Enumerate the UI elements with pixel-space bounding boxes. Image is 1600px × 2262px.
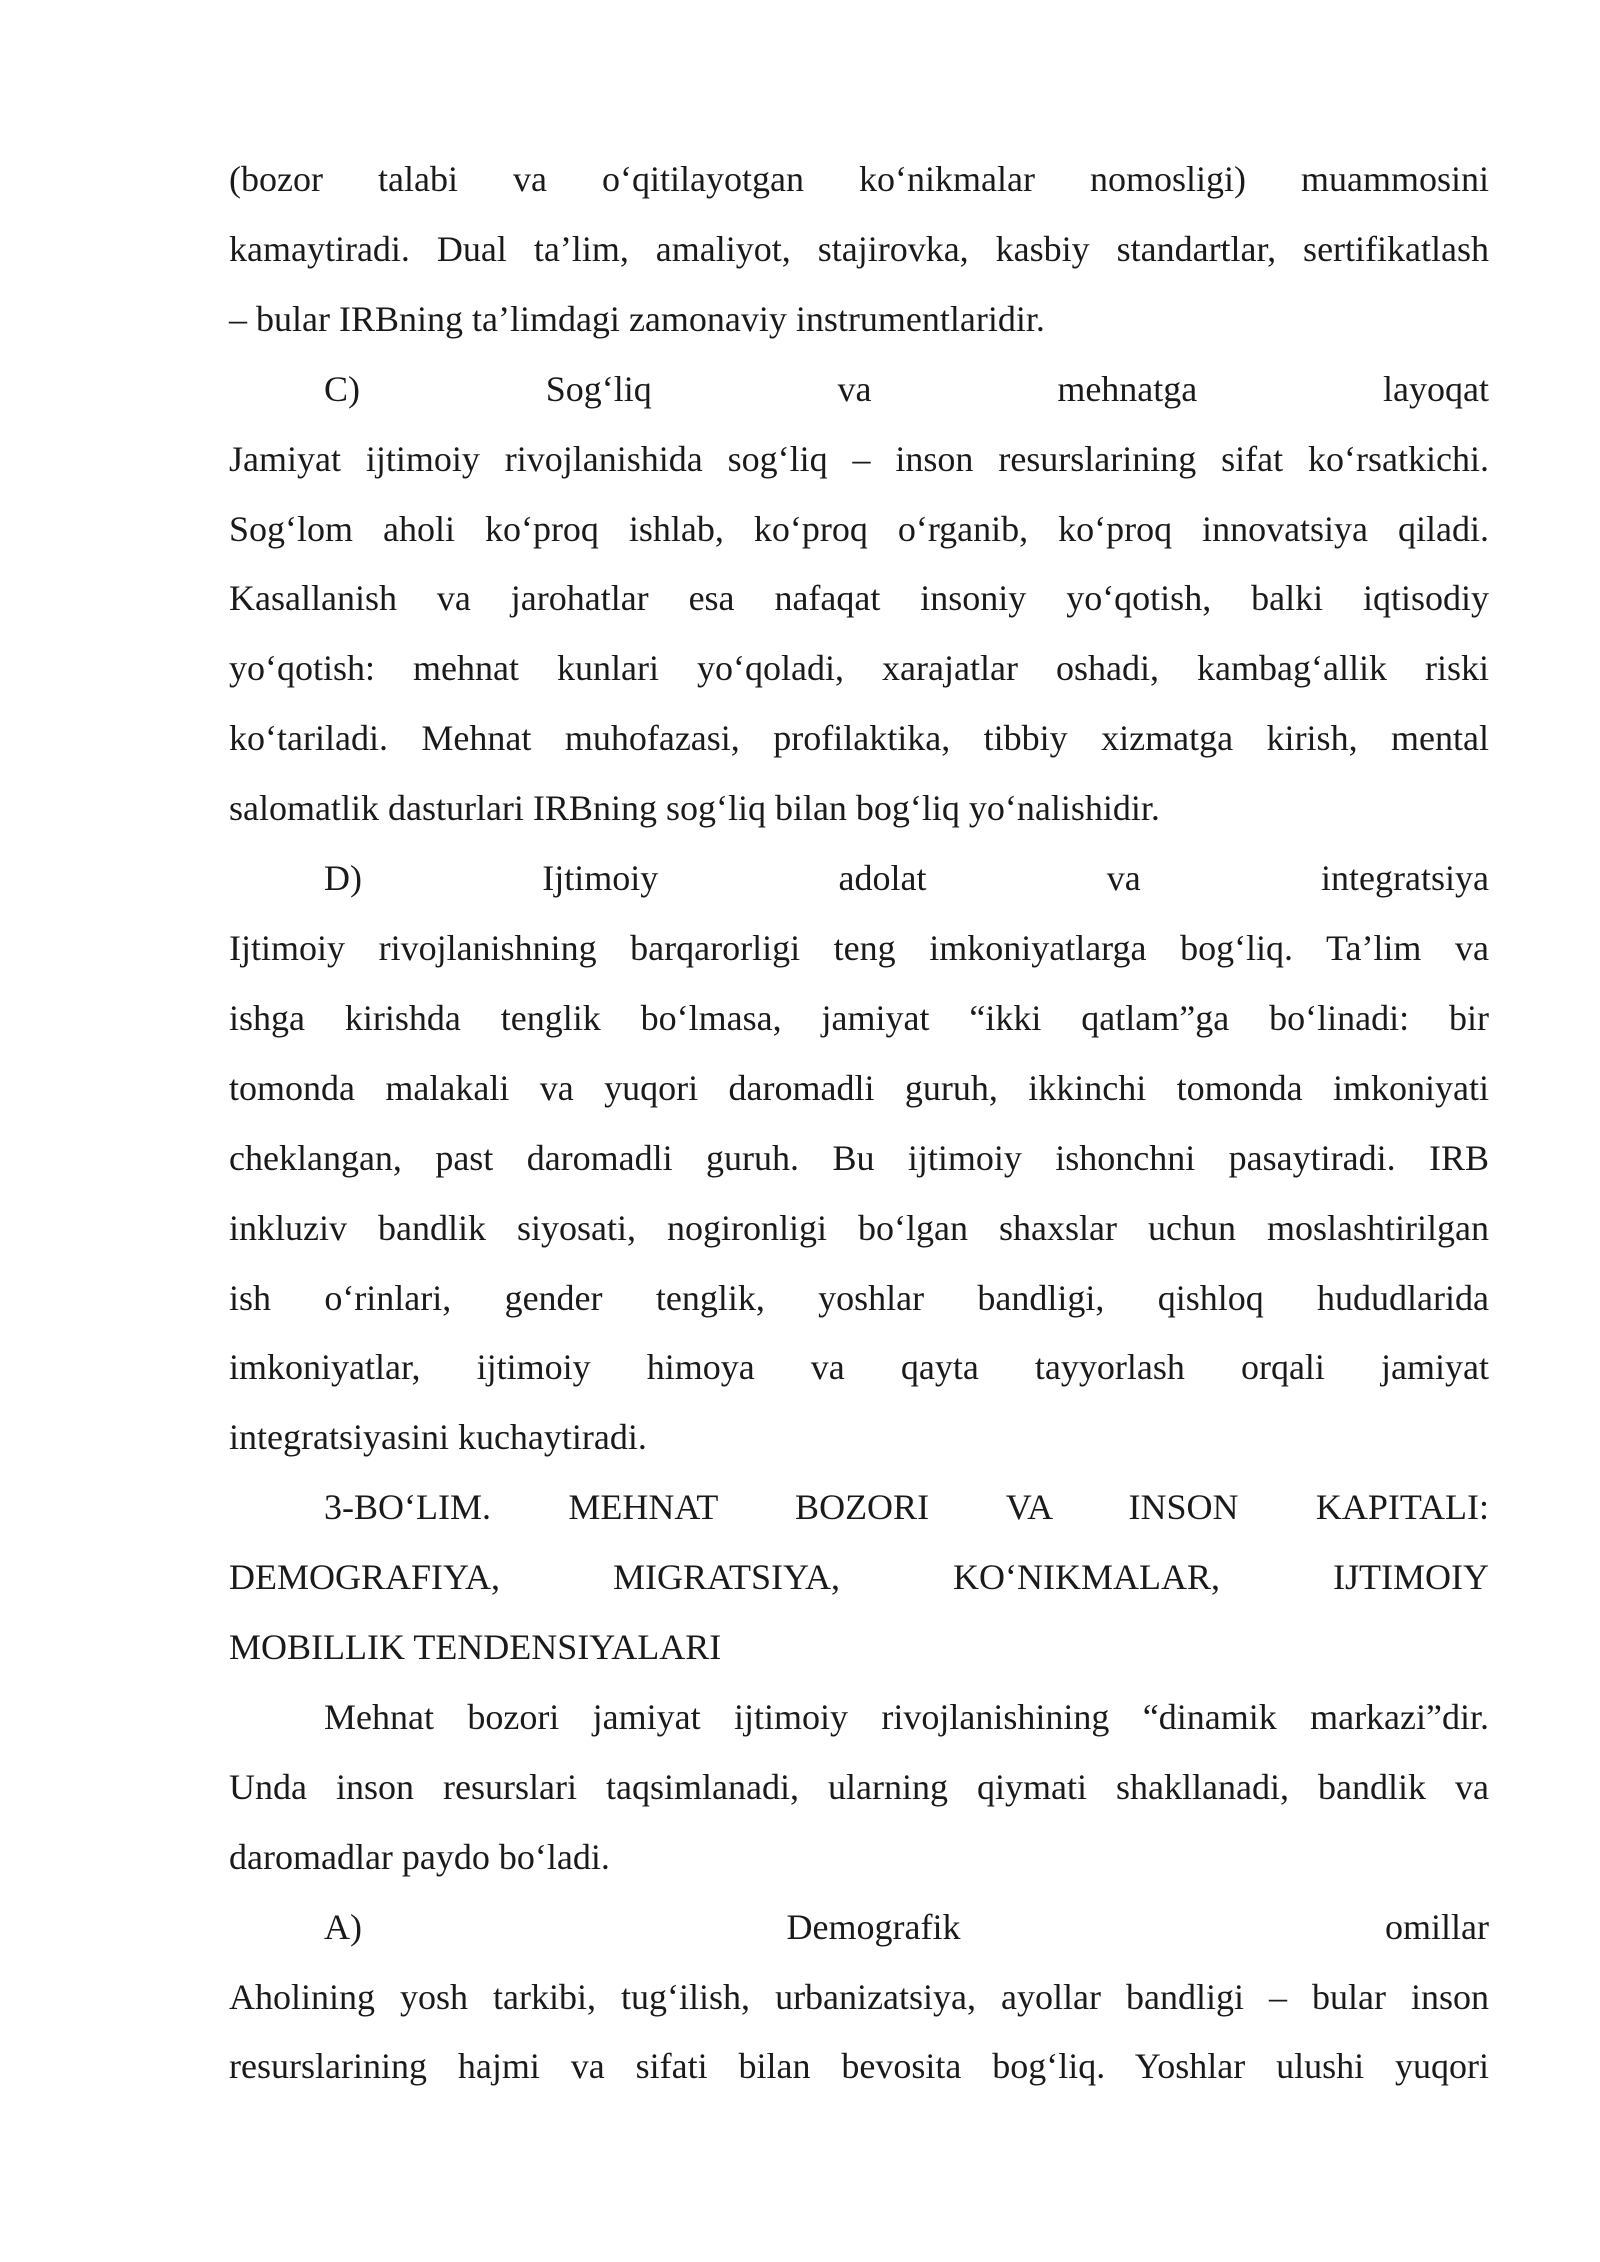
paragraph-education-tools — [229, 145, 1489, 355]
text-line: tomonda malakali va yuqori daromadli guruh, ikkinchi tomonda imkoniyati — [229, 1067, 1489, 1108]
text-line: resurslarining hajmi va sifati bilan bevosita bog‘liq. Yoshlar ulushi yuqori — [229, 2046, 1489, 2087]
text-line: 3-BO‘LIM. MEHNAT BOZORI VA INSON KAPITALI: — [324, 1487, 1489, 1528]
text-line: (bozor talabi va o‘qitilayotgan ko‘nikmalar nomosligi) muammosini — [229, 159, 1489, 199]
section-heading-c: C) Sog‘liq va mehnatga layoqat — [324, 368, 1489, 409]
section-heading-a: A) Demografik omillar — [324, 1906, 1489, 1947]
text-line: Ijtimoiy rivojlanishning barqarorligi teng imkoniyatlarga bog‘liq. Ta’lim va — [229, 927, 1489, 968]
text-line: MOBILLIK TENDENSIYALARI — [229, 1627, 722, 1668]
document-page — [229, 145, 1489, 2102]
text-line: salomatlik dasturlari IRBning sog‘liq bilan bog‘liq yo‘nalishidir. — [229, 788, 1160, 829]
text-line: kamaytiradi. Dual ta’lim, amaliyot, stajirovka, kasbiy standartlar, sertifikatlash — [229, 228, 1489, 269]
text-line: ish o‘rinlari, gender tenglik, yoshlar bandligi, qishloq hududlarida — [229, 1277, 1489, 1318]
paragraph-social-justice — [229, 914, 1489, 1473]
text-line: – bular IRBning ta’limdagi zamonaviy instrumentlaridir. — [229, 298, 1045, 339]
text-line: Aholining yosh tarkibi, tug‘ilish, urbanizatsiya, ayollar bandligi – bular inson — [229, 1976, 1489, 2017]
text-line: Kasallanish va jarohatlar esa nafaqat insoniy yo‘qotish, balki iqtisodiy — [229, 578, 1489, 619]
text-line: Sog‘lom aholi ko‘proq ishlab, ko‘proq o‘rganib, ko‘proq innovatsiya qiladi. — [229, 508, 1489, 549]
text-line: cheklangan, past daromadli guruh. Bu ijtimoiy ishonchni pasaytiradi. IRB — [229, 1137, 1489, 1178]
paragraph-labor-market — [229, 1683, 1489, 1893]
text-line: DEMOGRAFIYA, MIGRATSIYA, KO‘NIKMALAR, IJTIMOIY — [229, 1557, 1489, 1598]
chapter-heading-3 — [229, 1473, 1489, 1683]
text-line: Mehnat bozori jamiyat ijtimoiy rivojlanishining “dinamik markazi”dir. — [324, 1696, 1489, 1737]
section-heading-d: D) Ijtimoiy adolat va integratsiya — [324, 858, 1489, 899]
text-line: yo‘qotish: mehnat kunlari yo‘qoladi, xarajatlar oshadi, kambag‘allik riski — [229, 648, 1489, 689]
text-line: integratsiyasini kuchaytiradi. — [229, 1417, 647, 1458]
text-line: inkluziv bandlik siyosati, nogironligi bo‘lgan shaxslar uchun moslashtirilgan — [229, 1207, 1489, 1248]
text-line: ishga kirishda tenglik bo‘lmasa, jamiyat “ikki qatlam”ga bo‘linadi: bir — [229, 997, 1489, 1038]
text-line: ko‘tariladi. Mehnat muhofazasi, profilaktika, tibbiy xizmatga kirish, mental — [229, 718, 1489, 759]
paragraph-health — [229, 425, 1489, 844]
paragraph-demography — [229, 1963, 1489, 2103]
text-line: imkoniyatlar, ijtimoiy himoya va qayta tayyorlash orqali jamiyat — [229, 1347, 1489, 1388]
text-line: daromadlar paydo bo‘ladi. — [229, 1836, 610, 1877]
text-line: Unda inson resurslari taqsimlanadi, ularning qiymati shakllanadi, bandlik va — [229, 1766, 1489, 1807]
text-line: Jamiyat ijtimoiy rivojlanishida sog‘liq – inson resurslarining sifat ko‘rsatkichi. — [229, 438, 1489, 479]
